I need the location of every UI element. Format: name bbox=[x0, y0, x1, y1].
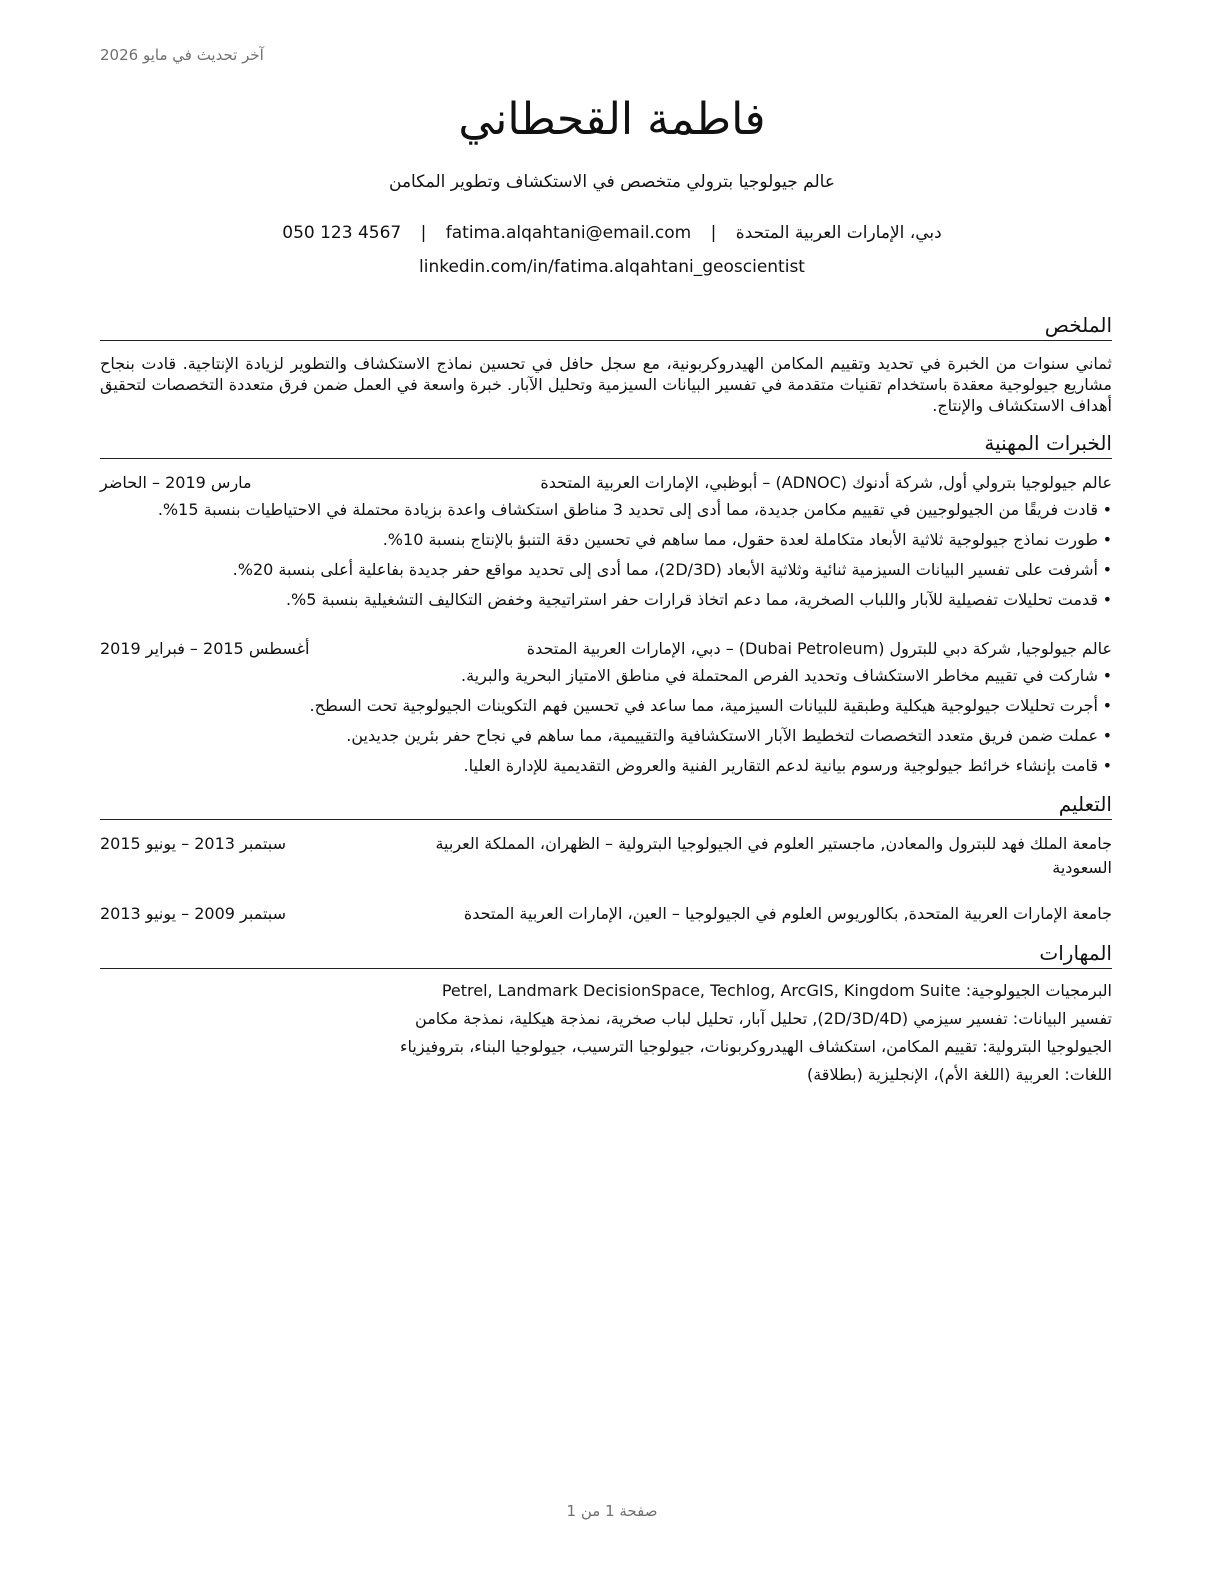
job-entry bbox=[100, 637, 1112, 777]
contact-location: دبي، الإمارات العربية المتحدة bbox=[735, 223, 942, 243]
job-dates: أغسطس 2015 – فبراير 2019 bbox=[100, 639, 310, 658]
education-dates: سبتمبر 2009 – يونيو 2013 bbox=[100, 904, 287, 923]
contact-line bbox=[0, 220, 1224, 246]
education-row bbox=[100, 832, 1112, 856]
job-role-company: عالم جيولوجيا بترولي أول, شركة أدنوك (ADNOC) – أبوظبي، الإمارات العربية المتحدة bbox=[540, 473, 1112, 492]
education-row bbox=[100, 902, 1112, 926]
summary-heading: الملخص bbox=[100, 312, 1112, 341]
skill-line: تفسير البيانات: تفسير سيزمي (2D/3D/4D), تحليل آبار، تحليل لباب صخرية، نمذجة هيكلية، نمذجة مكامن bbox=[415, 1009, 1112, 1028]
education-section bbox=[100, 791, 1112, 926]
skills-list bbox=[100, 979, 1112, 1087]
job-bullet: • شاركت في تقييم مخاطر الاستكشاف وتحديد الفرص المحتملة في مناطق الامتياز البحرية والبرية. bbox=[100, 665, 1112, 687]
education-institution: جامعة الإمارات العربية المتحدة, بكالوريوس العلوم في الجيولوجيا – العين، الإمارات العربية المتحدة bbox=[463, 904, 1112, 923]
education-list bbox=[100, 832, 1112, 926]
job-title: عالم جيولوجيا بترولي متخصص في الاستكشاف وتطوير المكامن bbox=[389, 172, 835, 192]
person-name: فاطمة القحطاني bbox=[458, 94, 766, 145]
job-bullet: • عملت ضمن فريق متعدد التخصصات لتخطيط الآبار الاستكشافية والتقييمية، مما ساهم في نجاح حفر بئرين جديدين. bbox=[100, 725, 1112, 747]
contact-email[interactable]: fatima.alqahtani@email.com bbox=[445, 223, 692, 243]
skill-line: البرمجيات الجيولوجية: Petrel, Landmark DecisionSpace, Techlog, ArcGIS, Kingdom Suite bbox=[441, 981, 1112, 1000]
job-bullet: • طورت نماذج جيولوجية ثلاثية الأبعاد متكاملة لعدة حقول، مما ساهم في تحسين دقة التنبؤ بالإنتاج بنسبة 10%. bbox=[100, 529, 1112, 551]
experience-section bbox=[100, 430, 1112, 777]
last-updated: آخر تحديث في مايو 2026 bbox=[100, 46, 264, 64]
education-dates: سبتمبر 2013 – يونيو 2015 bbox=[100, 834, 287, 853]
skill-line: الجيولوجيا البترولية: تقييم المكامن، استكشاف الهيدروكربونات، جيولوجيا الترسيب، جيولوجيا البناء، بتروفيزياء bbox=[400, 1037, 1112, 1056]
job-header bbox=[100, 471, 1112, 495]
education-institution: جامعة الملك فهد للبترول والمعادن, ماجستير العلوم في الجيولوجيا البترولية – الظهران، المملكة العربية bbox=[435, 834, 1112, 853]
skill-line: اللغات: العربية (اللغة الأم)، الإنجليزية (بطلاقة) bbox=[806, 1065, 1112, 1084]
job-dates: مارس 2019 – الحاضر bbox=[100, 473, 252, 492]
linkedin-link[interactable]: linkedin.com/in/fatima.alqahtani_geoscientist bbox=[419, 257, 805, 277]
job-bullets bbox=[100, 665, 1112, 777]
job-header bbox=[100, 637, 1112, 661]
contact-separator: | bbox=[420, 223, 427, 243]
summary-section bbox=[100, 312, 1112, 416]
job-bullet: • أجرت تحليلات جيولوجية هيكلية وطبقية للبيانات السيزمية، مما ساعد في تحسين فهم التكوينات الجيولوجية تحت السطح. bbox=[100, 695, 1112, 717]
job-bullet: • قدمت تحليلات تفصيلية للآبار واللباب الصخرية، مما دعم اتخاذ قرارات حفر استراتيجية وخفض التكاليف التشغيلية بنسبة 5%. bbox=[100, 589, 1112, 611]
summary-text: ثماني سنوات من الخبرة في تحديد وتقييم المكامن الهيدروكربونية، مع سجل حافل في تحسين نماذج الاستكشاف والتطوير لزيادة الإنتاجية. قادت بنجاح مشاريع جيولوجية معقدة باستخدام تقنيات متقدمة في تفسير البيانات السيزمية وتحليل الآبار. خبرة واسعة في العمل ضمن فرق متعددة التخصصات لتحقيق أهداف الاستكشاف والإنتاج. bbox=[100, 354, 1112, 415]
skills-heading: المهارات bbox=[100, 940, 1112, 969]
contact-phone: 050 123 4567 bbox=[282, 223, 402, 243]
job-bullet: • قامت بإنشاء خرائط جيولوجية ورسوم بيانية لدعم التقارير الفنية والعروض التقديمية للإدارة العليا. bbox=[100, 755, 1112, 777]
experience-heading: الخبرات المهنية bbox=[100, 430, 1112, 459]
resume-body bbox=[100, 312, 1112, 1087]
education-entry bbox=[100, 902, 1112, 926]
page-number: صفحة 1 من 1 bbox=[566, 1502, 658, 1520]
job-bullet: • أشرفت على تفسير البيانات السيزمية ثنائية وثلاثية الأبعاد (2D/3D)، مما أدى إلى تحديد مواقع حفر جديدة بفاعلية أعلى بنسبة 20%. bbox=[100, 559, 1112, 581]
job-role-company: عالم جيولوجيا, شركة دبي للبترول (Dubai Petroleum) – دبي، الإمارات العربية المتحدة bbox=[526, 639, 1112, 658]
job-entry bbox=[100, 471, 1112, 611]
skills-section bbox=[100, 940, 1112, 1087]
resume-header bbox=[0, 92, 1224, 280]
job-bullet: • قادت فريقًا من الجيولوجيين في تقييم مكامن جديدة، مما أدى إلى تحديد 3 مناطق استكشاف واعدة بزيادة محتملة في الاحتياطيات بنسبة 15%. bbox=[100, 499, 1112, 521]
education-continuation: السعودية bbox=[1052, 858, 1112, 877]
education-entry bbox=[100, 832, 1112, 880]
job-bullets bbox=[100, 499, 1112, 611]
education-heading: التعليم bbox=[100, 791, 1112, 820]
contact-separator: | bbox=[710, 223, 717, 243]
